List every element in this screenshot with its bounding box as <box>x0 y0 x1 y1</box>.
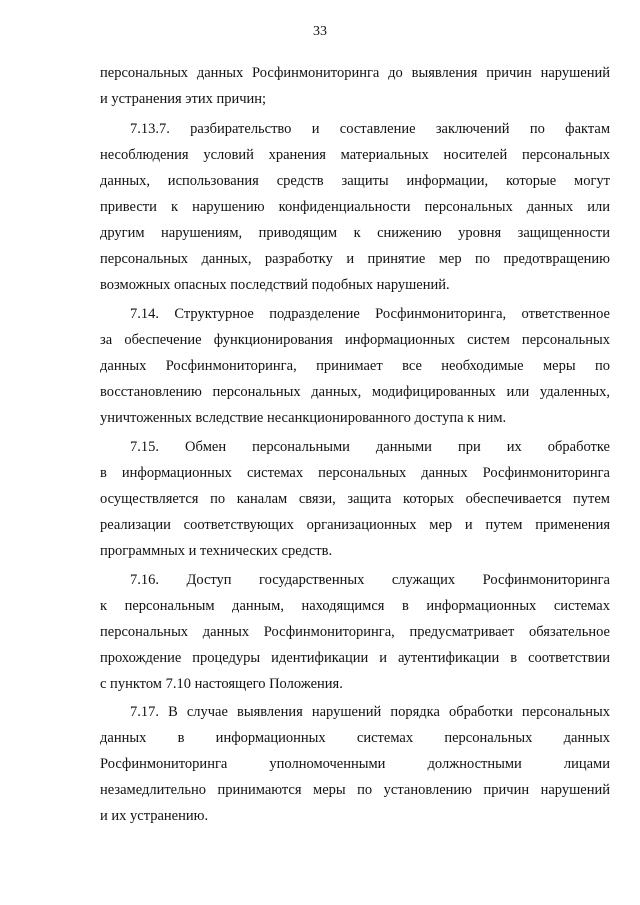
text-line: с пунктом 7.10 настоящего Положения. <box>100 676 343 692</box>
text-line: 7.17. В случае выявления нарушений порядка обработки персональных <box>130 704 610 720</box>
text-line: персональных данных Росфинмониторинга, предусматривает обязательное <box>100 624 610 640</box>
text-line: в информационных системах персональных данных Росфинмониторинга <box>100 465 610 481</box>
text-line: осуществляется по каналам связи, защита которых обеспечивается путем <box>100 491 610 507</box>
text-line: возможных опасных последствий подобных нарушений. <box>100 277 450 293</box>
text-line: 7.16. Доступ государственных служащих Росфинмониторинга <box>130 572 610 588</box>
page-number: 33 <box>313 24 327 39</box>
text-line: 7.14. Структурное подразделение Росфинмониторинга, ответственное <box>130 306 610 322</box>
text-line: уничтоженных вследствие несанкционированного доступа к ним. <box>100 410 507 426</box>
text-line: 7.13.7. разбирательство и составление заключений по фактам <box>130 121 610 137</box>
text-line: 7.15. Обмен персональными данными при их обработке <box>130 439 610 455</box>
text-line: персональных данных, разработку и принятие мер по предотвращению <box>100 251 610 267</box>
text-line: реализации соответствующих организационных мер и путем применения <box>100 517 610 533</box>
text-line: программных и технических средств. <box>100 543 333 559</box>
text-line: и устранения этих причин; <box>100 91 267 107</box>
text-line: Росфинмониторинга уполномоченными должностными лицами <box>100 756 610 772</box>
text-line: восстановлению персональных данных, модифицированных или удаленных, <box>100 384 610 400</box>
text-line: за обеспечение функционирования информационных систем персональных <box>100 332 610 348</box>
text-line: и их устранению. <box>100 808 209 824</box>
text-line: данных Росфинмониторинга, принимает все необходимые меры по <box>100 358 610 374</box>
text-line: прохождение процедуры идентификации и аутентификации в соответствии <box>100 650 610 666</box>
text-line: данных в информационных системах персональных данных <box>100 730 610 746</box>
text-line: данных, использования средств защиты информации, которые могут <box>100 173 610 189</box>
text-line: привести к нарушению конфиденциальности персональных данных или <box>100 199 610 215</box>
text-line: к персональным данным, находящимся в информационных системах <box>100 598 610 614</box>
text-line: незамедлительно принимаются меры по установлению причин нарушений <box>100 782 610 798</box>
text-line: несоблюдения условий хранения материальных носителей персональных <box>100 147 610 163</box>
text-line: персональных данных Росфинмониторинга до выявления причин нарушений <box>100 65 610 81</box>
text-line: другим нарушениям, приводящим к снижению уровня защищенности <box>100 225 610 241</box>
